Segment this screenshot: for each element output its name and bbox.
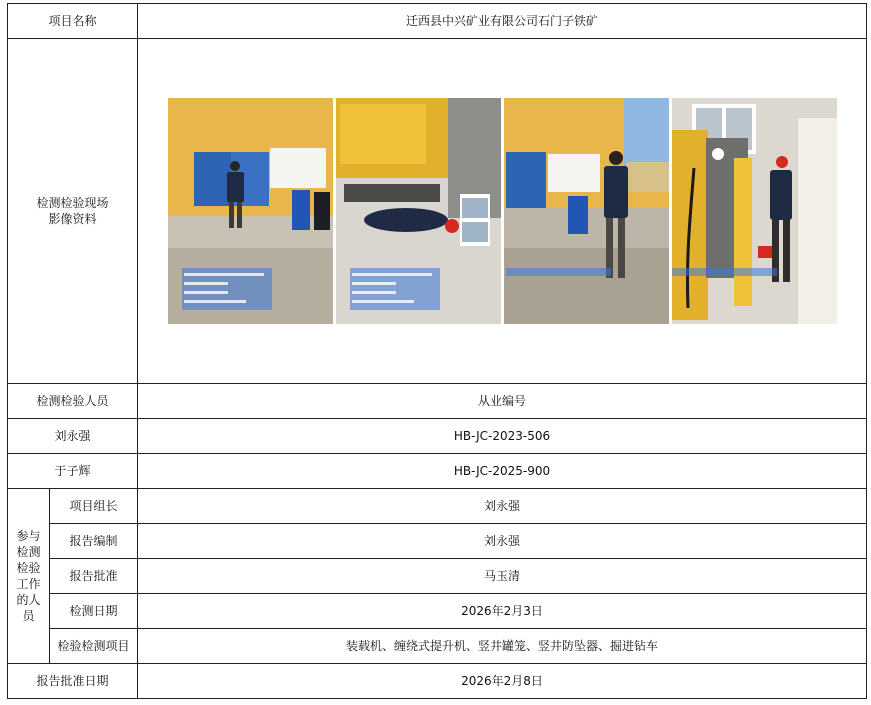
participants-label-line: 参与	[16, 529, 41, 543]
inspectors-label: 检测检验人员	[8, 384, 138, 419]
inspection-info-table	[7, 3, 867, 699]
participant-value: 刘永强	[138, 489, 867, 524]
participant-value: 2026年2月3日	[138, 594, 867, 629]
participants-label-line: 的人	[16, 593, 41, 607]
media-row	[8, 39, 867, 384]
inspectors-header-row	[8, 384, 867, 419]
participant-role: 报告编制	[50, 524, 138, 559]
cert-number-header: 从业编号	[138, 384, 867, 419]
inspector-name: 于子辉	[8, 454, 138, 489]
participant-value: 马玉清	[138, 559, 867, 594]
site-photo-2	[336, 98, 501, 324]
inspector-cert: HB-JC-2025-900	[138, 454, 867, 489]
participants-label-line: 检验	[16, 561, 41, 575]
participant-role: 报告批准	[50, 559, 138, 594]
participant-row	[8, 524, 867, 559]
participant-value: 装载机、缠绕式提升机、竖井罐笼、竖井防坠器、掘进钻车	[138, 629, 867, 664]
project-name-label: 项目名称	[8, 4, 138, 39]
site-photo-3	[504, 98, 669, 324]
participant-row	[8, 559, 867, 594]
participants-group-label	[8, 489, 50, 664]
participant-row	[8, 629, 867, 664]
participant-row	[8, 489, 867, 524]
inspector-cert: HB-JC-2023-506	[138, 419, 867, 454]
participant-role: 项目组长	[50, 489, 138, 524]
participant-role: 检验检测项目	[50, 629, 138, 664]
media-label-cell	[8, 39, 138, 384]
approval-date-value: 2026年2月8日	[138, 664, 867, 699]
participants-label-line: 员	[22, 609, 35, 623]
media-photos-cell	[138, 39, 867, 384]
participants-label-line: 工作	[16, 577, 41, 591]
inspector-row	[8, 454, 867, 489]
project-name-value: 迁西县中兴矿业有限公司石门子铁矿	[138, 4, 867, 39]
project-name-row	[8, 4, 867, 39]
participant-value: 刘永强	[138, 524, 867, 559]
approval-date-label: 报告批准日期	[8, 664, 138, 699]
participants-label-line: 检测	[16, 545, 41, 559]
participant-row	[8, 594, 867, 629]
media-label-line2: 影像资料	[48, 212, 97, 226]
photo-strip	[138, 98, 866, 324]
approval-date-row	[8, 664, 867, 699]
inspector-row	[8, 419, 867, 454]
media-label-line1: 检测检验现场	[36, 196, 109, 210]
participant-role: 检测日期	[50, 594, 138, 629]
site-photo-4	[672, 98, 837, 324]
inspector-name: 刘永强	[8, 419, 138, 454]
site-photo-1	[168, 98, 333, 324]
